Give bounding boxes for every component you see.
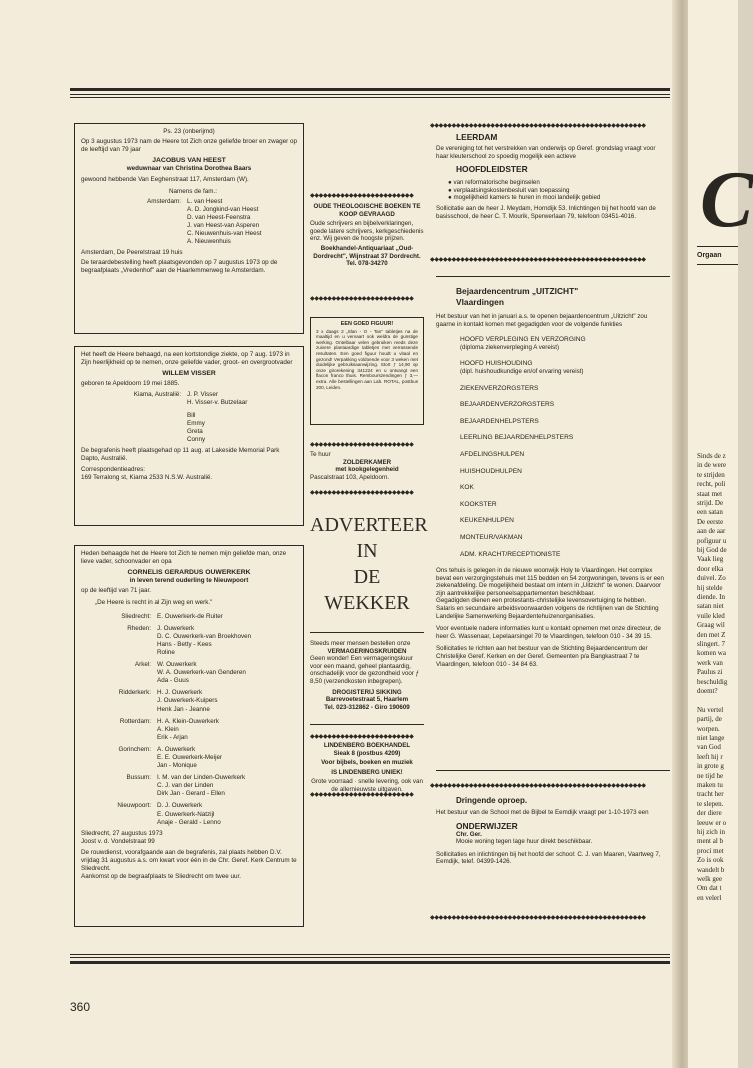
- job-item: [460, 451, 664, 459]
- job-list: [436, 336, 664, 558]
- family-names: [157, 625, 297, 657]
- article-line: hij zich in: [697, 828, 725, 836]
- ad-job: HOOFDLEIDSTER: [456, 164, 528, 175]
- divider-rule: [436, 770, 670, 771]
- article-line: en velerl: [697, 893, 722, 902]
- article-line: worpen.: [697, 724, 720, 733]
- ad-title: Dringende oproep.: [456, 796, 528, 805]
- ad-slimming-herbs: [310, 640, 424, 711]
- family-names: [187, 198, 297, 247]
- announcement-footer-address: Amsterdam, De Peerelstraat 19 huis: [81, 249, 183, 257]
- family-place: Rotterdam:: [119, 717, 151, 725]
- family-name: A. Nieuwenhuis: [187, 238, 231, 246]
- job-requirement: (diploma ziekenverpleging A vereist): [460, 343, 560, 351]
- ad-body: 3 x daags 2 „Slan - O - Tan" tabletjes na de maaltijd en u vervaart ook weldra de gunstige werking. Ontelbaar velen gebruiken reeds deze zuivere plantaardige tabletjes met verrassende resultaten. Een goed figuur houdt u vitaal en gezond! Verpakking voldoende voor 3 weken met duidelijke gebruiksaanwijzing. Stort ƒ 14,90 op onze girorekening 341224 en u ontvangt een flacon franco thuis. Rembourszendingen ƒ 3,— extra. Alle bestellingen aan Lab. ROTAL, postbus 200, Leiden.: [316, 328, 418, 390]
- family-name: D. van Heest-Feenstra: [187, 213, 251, 221]
- diamond-border: ◆◆◆◆◆◆◆◆◆◆◆◆◆◆◆◆◆◆◆◆◆◆◆◆: [310, 296, 414, 302]
- ad-bullet: ● van reformatorische beginselen: [448, 179, 540, 187]
- ad-title: LINDENBERG BOEKHANDEL: [323, 742, 411, 749]
- article-line: Graag wil: [697, 621, 725, 630]
- bottom-rule-thin-2: [70, 957, 670, 958]
- ad-footer: Sollicitatie aan de heer J. Meydam, Horndijk 53. Inlichtingen bij het hoofd van de basisschool, de heer C. T. Mourik, Sperwerlaan 79, telefoon 03451-4016.: [436, 204, 656, 220]
- job-item: [460, 360, 664, 375]
- family-row: [81, 661, 297, 685]
- announcement-place-date: Sliedrecht, 27 augustus 1973: [81, 829, 163, 837]
- family-name: J. Ouwerkerk: [157, 624, 195, 632]
- bottom-rule-thin: [70, 954, 670, 955]
- job-title: MONTEUR/VAKMAN: [460, 533, 523, 541]
- job-item: [460, 418, 664, 426]
- article-line: diende. In: [697, 593, 725, 601]
- family-names: [157, 802, 297, 826]
- diamond-border: ◆◆◆◆◆◆◆◆◆◆◆◆◆◆◆◆◆◆◆◆◆◆◆◆: [310, 442, 414, 448]
- announcement-intro: Heden behaagde het de Heere tot Zich te nemen mijn geliefde man, onze lieve vader, schoonvader en opa: [81, 550, 287, 566]
- deceased-name: CORNELIS GERARDUS OUWERKERK: [127, 569, 251, 577]
- article-line: De eerste: [697, 517, 724, 526]
- family-name: L. van Heest: [187, 197, 223, 205]
- deceased-name: WILLEM VISSER: [162, 370, 216, 378]
- job-item: [460, 484, 664, 492]
- family-name: C. Nieuwenhuis-van Heest: [187, 230, 262, 238]
- family-name: Greta: [187, 427, 203, 435]
- slogan-line: ADVERTEER: [310, 514, 428, 536]
- announcement-psalm-ref: Ps. 23 (onberijmd): [163, 128, 215, 135]
- article-line: staat met: [697, 489, 723, 498]
- article-line: door elka: [697, 564, 724, 573]
- deceased-subtitle: weduwnaar van Christina Dorothea Baars: [126, 165, 252, 173]
- article-line: ment al b: [697, 837, 724, 846]
- article-line: leeft hij r: [697, 752, 723, 761]
- job-title: KOOKSTER: [460, 500, 497, 508]
- family-name: H. Visser-v. Butzelaar: [187, 399, 248, 407]
- family-name: E. Ouwerkerk-Natzijl: [157, 810, 215, 818]
- top-rule-thick: [70, 88, 670, 91]
- ad-title: EEN GOED FIGUUR!: [340, 321, 394, 327]
- family-name: C. J. van der Linden: [157, 782, 214, 790]
- article-line: Sinds de z: [697, 452, 726, 460]
- announcement-van-heest: [74, 123, 304, 334]
- article-line: wandelt b: [697, 865, 725, 874]
- deceased-birth: geboren te Apeldoorn 19 mei 1885.: [81, 380, 180, 388]
- ad-attic-room: [310, 451, 424, 481]
- family-name: Erik - Arjan: [157, 733, 188, 741]
- announcement-address: Joost v. d. Vondelstraat 99: [81, 837, 155, 845]
- ad-shop: DROGISTERIJ SIKKING: [332, 688, 402, 696]
- job-title: AFDELINGSHULPEN: [460, 450, 525, 458]
- article-line: strijd. De: [697, 499, 724, 507]
- bullet-text: verplaatsingskostenbesluit van toepassing: [453, 186, 570, 194]
- article-line: slingert. 7: [697, 640, 725, 648]
- article-line: een satan: [697, 508, 723, 517]
- ad-good-figure: [310, 317, 424, 425]
- deceased-age: op de leeftijd van 71 jaar.: [81, 587, 152, 595]
- article-line: komen wa: [697, 649, 726, 658]
- announcement-intro: Het heeft de Heere behaagd, na een kortstondige ziekte, op 7 aug. 1973 in Zijn heerlijkheid op te nemen, onze geliefde vader, groot- en overgrootvader: [81, 351, 293, 367]
- bottom-rule-thick: [70, 961, 670, 964]
- job-title: KEUKENHULPEN: [460, 517, 514, 525]
- masthead-rule: [697, 246, 738, 247]
- article-line: satan niet: [697, 602, 724, 611]
- ad-theological-books: [310, 203, 424, 268]
- job-requirement: (dipl. huishoudkundige en/of ervaring vereist): [460, 367, 584, 375]
- article-line: partij, de: [697, 715, 722, 724]
- family-place: Arkel:: [134, 661, 151, 669]
- article-line: hij stelde: [697, 583, 723, 592]
- article-line: te slepen.: [697, 799, 724, 808]
- ad-intro: Het bestuur van het in januari a.s. te openen bejaardencentrum „Uitzicht" zou gaarne in kontakt komen met gegadigden voor de volgende funkties: [436, 313, 648, 328]
- job-item: [460, 534, 664, 542]
- job-item: [460, 501, 664, 509]
- slogan-line: IN: [356, 540, 378, 562]
- article-line: werk van: [697, 658, 723, 667]
- family-place: Amsterdam:: [147, 197, 181, 205]
- ad-paragraph: Sollicitaties te richten aan het bestuur van de Stichting Bejaardencentrum der Christelijke Geref. Kerken en der Geref. Gemeenten p/a Bangkastraat 7 te Vlaardingen, telefoon 010 - 34 84 63.: [436, 645, 648, 668]
- adverteer-slogan: [310, 512, 428, 616]
- ad-body: Grote voorraad · snelle levering, ook van de allernieuwste uitgaven.: [311, 778, 423, 793]
- ad-leerdam: [436, 132, 664, 220]
- article-line: der diere: [697, 809, 722, 818]
- ad-address: Sieak 8 (postbus 4209): [333, 749, 401, 757]
- masthead-rule-2: [697, 264, 738, 265]
- family-place: Sliedrecht:: [121, 612, 151, 620]
- ad-urgent-call: [436, 792, 664, 866]
- article-line: aan de aar: [697, 527, 726, 536]
- slogan-line: WEKKER: [324, 592, 410, 614]
- ad-phone: Tel. 023-312862 - Giro 190609: [324, 703, 410, 711]
- ad-title: LEERDAM: [456, 132, 498, 142]
- ad-bullet: ● mogelijkheid kamers te huren in mooi landelijk gebied: [448, 194, 601, 202]
- diamond-border: ◆◆◆◆◆◆◆◆◆◆◆◆◆◆◆◆◆◆◆◆◆◆◆◆◆◆◆◆◆◆◆◆◆◆◆◆◆◆◆◆◆◆◆◆◆◆◆◆◆◆: [430, 257, 646, 263]
- job-title: LEERLING BEJAARDENHELPSTERS: [460, 434, 574, 442]
- ad-body: Oude schrijvers en bijbelverklaringen, goede latere schrijvers, kerkgeschiedenis enz. Wij geven de hoogste prijzen.: [310, 220, 424, 243]
- family-place: Bussum:: [126, 774, 151, 782]
- ad-subtitle: Vlaardingen: [456, 297, 504, 307]
- diamond-border: ◆◆◆◆◆◆◆◆◆◆◆◆◆◆◆◆◆◆◆◆◆◆◆◆◆◆◆◆◆◆◆◆◆◆◆◆◆◆◆◆◆◆◆◆◆◆◆◆◆◆: [430, 915, 646, 921]
- diamond-border: ◆◆◆◆◆◆◆◆◆◆◆◆◆◆◆◆◆◆◆◆◆◆◆◆: [310, 792, 414, 798]
- announcement-visser: [74, 346, 304, 526]
- article-line: duivel. Zo: [697, 574, 726, 583]
- family-name: E. Ouwerkerk-de Ruiter: [157, 612, 223, 620]
- family-row: [81, 746, 297, 770]
- family-name: J. Ouwerkerk-Kuipers: [157, 697, 218, 705]
- article-line: Vaak lieg: [697, 555, 724, 564]
- job-item: [460, 336, 664, 351]
- ad-title: Bejaardencentrum „UITZICHT": [456, 286, 579, 296]
- family-name: A. D. Jongkind-van Heest: [187, 205, 259, 213]
- family-name: A. Ouwerkerk: [157, 745, 196, 753]
- family-place: Ridderkerk:: [118, 689, 151, 697]
- family-name: Hans - Betty - Kees: [157, 640, 212, 648]
- family-row: [81, 718, 297, 742]
- job-item: [460, 551, 664, 559]
- bullet-text: mogelijkheid kamers te huren in mooi landelijk gebied: [453, 194, 601, 202]
- orgaan-label: Orgaan: [697, 252, 722, 259]
- article-line: in de were: [697, 461, 727, 470]
- article-line: pofiguur u: [697, 536, 727, 545]
- article-line: maken tu: [697, 781, 723, 789]
- family-name: D. J. Ouwerkerk: [157, 802, 203, 810]
- announcement-ouwerkerk: [74, 545, 304, 927]
- job-item: [460, 517, 664, 525]
- ad-title: OUDE THEOLOGISCHE BOEKEN TE KOOP GEVRAAGD: [313, 203, 421, 218]
- family-place: Rheden:: [127, 624, 151, 632]
- diamond-border: ◆◆◆◆◆◆◆◆◆◆◆◆◆◆◆◆◆◆◆◆◆◆◆◆: [310, 193, 414, 199]
- family-row: [81, 625, 297, 657]
- diamond-border: ◆◆◆◆◆◆◆◆◆◆◆◆◆◆◆◆◆◆◆◆◆◆◆◆: [310, 490, 414, 496]
- job-title: BEJAARDENVERZORGSTERS: [460, 401, 555, 409]
- ad-lindenberg: [310, 742, 424, 794]
- family-label: Namens de fam.:: [169, 187, 217, 195]
- family-names: [157, 746, 297, 770]
- family-name: I. M. van der Linden-Ouwerkerk: [157, 774, 246, 782]
- family-place: Kiama, Australië:: [133, 391, 181, 399]
- family-name: Dirk Jan - Gerard - Ellen: [157, 790, 225, 798]
- family-name: Roline: [157, 648, 175, 656]
- family-name: Anaje - Gerald - Lenno: [157, 818, 221, 826]
- ad-footer: Sollicitaties en inlichtingen bij het hoofd der school: C. J. van Maaren, Vaartweg 7, Eemdijk, telef. 04399-1426.: [436, 850, 661, 866]
- family-name: H. J. Ouwerkerk: [157, 689, 203, 697]
- job-title: KOK: [460, 484, 474, 492]
- family-name: W. A. Ouwerkerk-van Genderen: [157, 669, 246, 677]
- job-item: [460, 434, 664, 442]
- family-name: Jan - Monique: [157, 762, 197, 770]
- article-line: in grote g: [697, 762, 724, 771]
- family-name: Henk Jan - Jeanne: [157, 705, 210, 713]
- ad-job: ONDERWIJZER: [456, 820, 518, 831]
- family-name: Conny: [187, 435, 206, 443]
- article-line: welk gee: [697, 875, 723, 883]
- ad-paragraph: Voor eventuele nadere informaties kunt u kontakt opnemen met onze directeur, de heer G. Wassenaar, Lepelaarsingel 70 te Vlaardingen, telefoon 010 - 34 39 15.: [436, 625, 661, 640]
- ad-bullet: ● verplaatsingskostenbesluit van toepassing: [448, 186, 570, 194]
- ad-address: Pascalstraat 103, Apeldoorn.: [310, 473, 390, 481]
- ad-housing: Mooie woning tegen lage huur direkt beschikbaar.: [456, 838, 593, 846]
- job-item: [460, 468, 664, 476]
- family-name: J. van Heest-van Asperen: [187, 221, 260, 229]
- ad-intro: Steeds meer mensen bestellen onze: [310, 640, 411, 647]
- deceased-name: JACOBUS VAN HEEST: [152, 157, 226, 165]
- scripture-quote: „De Heere is recht in al Zijn weg en werk.": [95, 599, 213, 607]
- ad-title: ZOLDERKAMER: [342, 458, 392, 466]
- bullet-text: van reformatorische beginselen: [453, 179, 540, 187]
- masthead-letter: C: [700, 156, 753, 244]
- ad-pre: Te huur: [310, 451, 331, 458]
- job-item: [460, 401, 664, 409]
- job-title: HUISHOUDHULPEN: [460, 467, 522, 475]
- article-line: Paulus zi: [697, 668, 723, 677]
- family-names: [157, 613, 297, 621]
- family-name: J. P. Visser: [187, 391, 218, 399]
- job-title: ZIEKENVERZORGSTERS: [460, 384, 539, 392]
- ad-body: Geen wonder! Een vermageringskuur voor een maand, geheel plantaardig, onschadelijk voor de gezondheid voor ƒ 8,50 (verzendkosten inbegrepen).: [310, 655, 420, 685]
- ad-intro: Het bestuur van de School met de Bijbel te Eemdijk vraagt per 1-10-1973 een: [436, 809, 649, 816]
- article-line: den met Z: [697, 630, 726, 639]
- family-name: D. C. Ouwerkerk-van Broekhoven: [157, 632, 252, 640]
- funeral-arrival: Aankomst op de begraafplaats te Sliedrecht om twee uur.: [81, 873, 241, 881]
- top-rule-thin: [70, 94, 670, 95]
- article-line: tracht her: [697, 790, 724, 799]
- article-line: bij God de: [697, 546, 727, 554]
- deceased-address: gewoond hebbende Van Eeghenstraat 117, Amsterdam (W).: [81, 176, 249, 184]
- family-name: Bill: [187, 411, 196, 419]
- article-line: Zo is ook: [697, 856, 724, 865]
- top-rule-thin-2: [70, 97, 670, 98]
- funeral-service: De rouwdienst, voorafgaande aan de begrafenis, zal plaats hebben D.V. vrijdag 31 augustus a.s. om kwart voor één in de Chr. Geref. Kerk Centrum te Sliedrecht.: [81, 848, 297, 873]
- article-line: leeuw er o: [697, 818, 727, 827]
- ad-paragraph: Salaris en secundaire arbeidsvoorwaarden volgens de richtlijnen van de Stichting Landelijke Samenwerking Bejaardentehuizenorganisaties.: [436, 605, 659, 620]
- family-names: [157, 689, 297, 713]
- ad-paragraph: Ons tehuis is gelegen in de nieuwe woonwijk Holy te Vlaardingen. Het complex bevat een verzorgingstehuis met 115 bedden en 54 zorgwoningen, tevens is er een ziekenafdeling. De mogelijkheid bestaat om intern in „Uitzicht" te wonen. Daarvoor zijn aantrekkelijke personeelsappartementen beschikbaar.: [436, 567, 664, 597]
- family-names: [187, 391, 297, 444]
- diamond-border: ◆◆◆◆◆◆◆◆◆◆◆◆◆◆◆◆◆◆◆◆◆◆◆◆: [310, 734, 414, 740]
- article-line: vuile kled: [697, 611, 725, 620]
- announcement-footer-burial: De teraardebestelling heeft plaatsgevonden op 7 augustus 1973 op de begraafplaats „Vredenhof" aan de Haarlemmerweg te Amsterdam.: [81, 259, 278, 275]
- divider-rule: [310, 632, 424, 633]
- article-line: ne tijd he: [697, 771, 724, 780]
- ad-paragraph: Gegadigden dienen een protestants-christelijke levensovertuiging te hebben.: [436, 597, 647, 605]
- family-name: H. A. Klein-Ouwerkerk: [157, 717, 219, 725]
- article-line: proci met: [697, 846, 724, 855]
- family-names: [157, 718, 297, 742]
- announcement-intro: Op 3 augustus 1973 nam de Heere tot Zich onze geliefde broer en zwager op de leeftijd van 79 jaar: [81, 138, 297, 154]
- ad-title: VERMAGERINGSKRUIDEN: [327, 647, 407, 655]
- family-names: [157, 774, 297, 798]
- deceased-subtitle: in leven terend ouderling te Nieuwpoort: [129, 577, 249, 585]
- article-line: van God: [697, 743, 721, 752]
- ad-shout: IS LINDENBERG UNIEK!: [331, 768, 403, 776]
- announcement-footer-burial: De begrafenis heeft plaatsgehad op 11 aug. at Lakeside Memorial Park Dapto, Australië.: [81, 446, 280, 463]
- article-line: Nu vertel: [697, 705, 724, 714]
- ad-subtitle: met kookgelegenheid: [335, 466, 399, 474]
- divider-rule: [310, 724, 424, 725]
- diamond-border: ◆◆◆◆◆◆◆◆◆◆◆◆◆◆◆◆◆◆◆◆◆◆◆◆◆◆◆◆◆◆◆◆◆◆◆◆◆◆◆◆◆◆◆◆◆◆◆◆◆◆: [430, 783, 646, 789]
- correspondence-label: Correspondentieadres:: [81, 466, 146, 474]
- family-place: Gorinchem:: [118, 745, 151, 753]
- article-line: recht, poli: [697, 480, 726, 489]
- job-title: BEJAARDENHELPSTERS: [460, 417, 539, 425]
- family-row: [81, 689, 297, 713]
- ad-line: Voor bijbels, boeken en muziek: [321, 759, 413, 767]
- family-row: [81, 774, 297, 798]
- family-row: [81, 802, 297, 826]
- article-line: beschuldig: [697, 677, 728, 686]
- family-name: W. Ouwerkerk: [157, 661, 197, 669]
- correspondence-address: 169 Terralong st, Kiama 2533 N.S.W. Australië.: [81, 474, 213, 482]
- ad-shop: Boekhandel-Antiquariaat „Oud-Dordrecht", Wijnstraat 37 Dordrecht. Tel. 078-34270: [313, 244, 421, 268]
- family-row: [81, 613, 297, 621]
- family-name: E. E. Ouwerkerk-Meijer: [157, 753, 223, 761]
- ad-uitzicht: [436, 286, 664, 668]
- job-title: HOOFD VERPLEGING EN VERZORGING: [460, 336, 586, 344]
- family-names: [157, 661, 297, 685]
- job-item: [460, 385, 664, 393]
- article-line: doemt?: [697, 687, 718, 695]
- job-title: ADM. KRACHT/RECEPTIONISTE: [460, 550, 561, 558]
- family-place: Nieuwpoort:: [117, 802, 151, 810]
- job-title: HOOFD HUISHOUDING: [460, 360, 533, 368]
- family-name: A. Klein: [157, 725, 179, 733]
- family-name: Ada - Guus: [157, 677, 189, 685]
- article-line: te strijden: [697, 470, 725, 479]
- family-name: Emmy: [187, 419, 205, 427]
- ad-address: Barrevoetestraat 5, Haarlem: [325, 696, 409, 704]
- family-list: [81, 613, 297, 827]
- divider-rule: [436, 276, 670, 277]
- page-number: 360: [70, 1000, 91, 1014]
- article-line: niet lange: [697, 734, 725, 742]
- article-line: Om dat t: [697, 884, 722, 893]
- slogan-line: DE: [353, 566, 381, 588]
- ad-intro: De vereniging tot het verstrekken van onderwijs op Geref. grondslag vraagt voor haar kleuterschool zo spoedig mogelijk een actieve: [436, 145, 656, 160]
- diamond-border: ◆◆◆◆◆◆◆◆◆◆◆◆◆◆◆◆◆◆◆◆◆◆◆◆◆◆◆◆◆◆◆◆◆◆◆◆◆◆◆◆◆◆◆◆◆◆◆◆◆◆: [430, 123, 646, 129]
- ad-job-sub: Chr. Ger.: [456, 830, 482, 838]
